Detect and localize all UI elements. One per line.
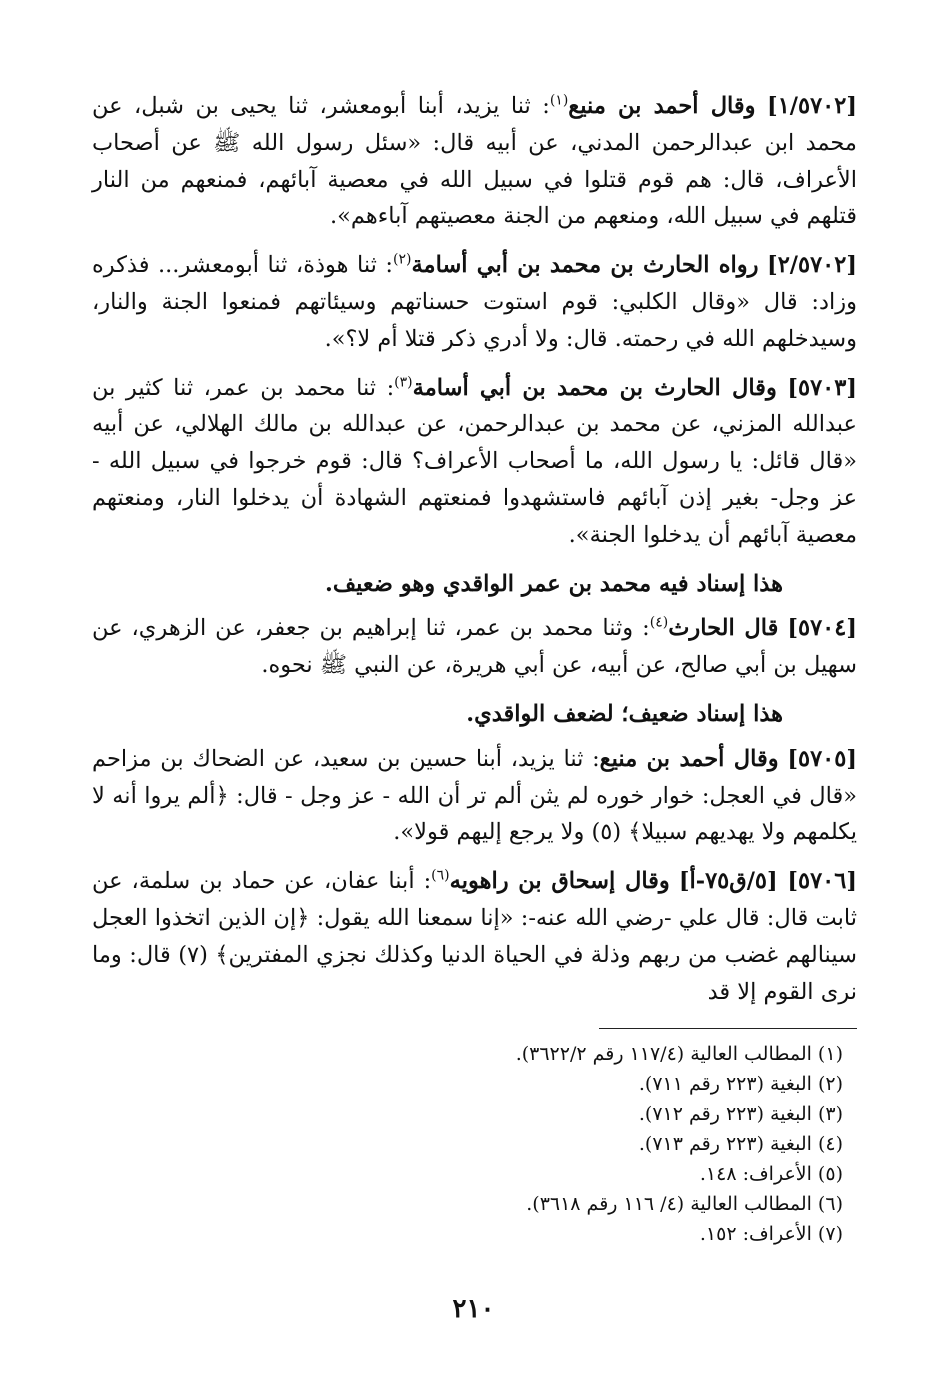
footnote-item: (٢) البغية (٢٢٣ رقم ٧١١). bbox=[638, 1073, 843, 1096]
hadith-text: : ثنا محمد بن عمر، ثنا كثير بن عبدالله المزني، عن محمد بن عبدالرحمن، عن عبدالله بن مالك الهلالي، عن أبيه «قال قائل: يا رسول الله، ما أصحاب الأعراف؟ قال: قوم خرجوا في سبيل الله - عز وجل- بغير إذن آبائهم فاستشهدوا فمنعتهم الشهادة أن يدخلوا النار، ومنعتهم معصية آبائهم أن يدخلوا الجنة». bbox=[92, 374, 857, 548]
hadith-entry bbox=[92, 741, 857, 851]
footnote-item: (٦) المطالب العالية (٤/ ١١٦ رقم ٣٦١٨). bbox=[526, 1193, 843, 1216]
narrator-heading: وقال إسحاق بن راهويه bbox=[449, 868, 670, 895]
hadith-number: [٥٧٠٥] bbox=[787, 745, 858, 772]
hadith-number: [٥٧٠٤] bbox=[787, 615, 857, 642]
narrator-heading: رواه الحارث بن محمد بن أبي أسامة bbox=[411, 252, 759, 279]
footnote-marker: (٦) bbox=[431, 867, 450, 884]
hadith-entry bbox=[92, 370, 857, 554]
footnote-item: (٤) البغية (٢٢٣ رقم ٧١٣). bbox=[638, 1133, 843, 1156]
footnote-item: (٧) الأعراف: ١٥٢. bbox=[699, 1223, 843, 1246]
footnote-item: (٣) البغية (٢٢٣ رقم ٧١٢). bbox=[638, 1103, 843, 1126]
hadith-entry bbox=[92, 610, 857, 684]
footnote-marker: (٣) bbox=[394, 374, 413, 391]
hadith-text: : وثنا محمد بن عمر، ثنا إبراهيم بن جعفر، عن الزهري، عن سهيل بن أبي صالح، عن أبيه، عن أبي هريرة، عن النبي ﷺ نحوه. bbox=[92, 615, 857, 679]
footnote-marker: (٤) bbox=[649, 614, 669, 631]
hadith-text: : ثنا يزيد، أبنا حسين بن سعيد، عن الضحاك بن مزاحم «قال في العجل: خوار خوره لم يثن ألم تر أن الله - عز وجل - قال: ﴿ألم يروا أنه لا يكلمهم ولا يهديهم سبيلا﴾ (٥) ولا يرجع إليهم قولا». bbox=[92, 745, 857, 846]
hadith-entry bbox=[92, 863, 857, 1010]
narrator-heading: وقال أحمد بن منيع bbox=[568, 93, 756, 119]
footnote-item: (٥) الأعراف: ١٤٨. bbox=[699, 1163, 843, 1186]
hadith-number: [٥٧٠٣] bbox=[787, 374, 858, 401]
narrator-heading: وقال الحارث بن محمد بن أبي أسامة bbox=[412, 374, 777, 401]
footnote-item: (١) المطالب العالية (١١٧/٤ رقم ٣٦٢٢/٢). bbox=[515, 1043, 843, 1066]
footnotes-list bbox=[92, 1039, 857, 1249]
page-number: ٢١٠ bbox=[452, 1294, 495, 1324]
footnote-marker: (٢) bbox=[393, 251, 412, 268]
hadith-number: [٢/٥٧٠٢] bbox=[767, 252, 857, 279]
hadith-number: [٥٧٠٦] [٥/ق٧٥-أ] bbox=[678, 868, 857, 895]
hadith-entry bbox=[92, 247, 857, 357]
footnote-separator bbox=[599, 1028, 857, 1029]
hadith-text: : أبنا عفان، عن حماد بن سلمة، عن ثابت قال: قال علي -رضي الله عنه-: «إنا سمعنا الله يقول: ﴿إن الذين اتخذوا العجل سينالهم غضب من ربهم وذلة في الحياة الدنيا وكذلك نجزي المفترين﴾ (٧) قال: وما نرى القوم إلا قد bbox=[92, 868, 857, 1005]
grading-note: هذا إسناد ضعيف؛ لضعف الواقدي. bbox=[466, 700, 783, 727]
narrator-heading: قال الحارث bbox=[668, 615, 779, 642]
hadith-number: [١/٥٧٠٢] bbox=[767, 93, 857, 119]
narrator-heading: وقال أحمد بن منيع bbox=[599, 745, 779, 772]
hadith-entry bbox=[92, 88, 857, 235]
footnote-marker: (١) bbox=[549, 92, 569, 109]
hadith-text: : ثنا هوذة، ثنا أبومعشر... فذكره وزاد: قال «وقال الكلبي: قوم استوت حسناتهم وسيئاتهم فمنعوا الجنة والنار، وسيدخلهم الله في رحمته. قال: ولا أدري ذكر قتلا أم لا؟». bbox=[92, 252, 857, 352]
main-text bbox=[92, 88, 857, 1010]
grading-note: هذا إسناد فيه محمد بن عمر الواقدي وهو ضعيف. bbox=[325, 570, 783, 597]
hadith-text: : ثنا يزيد، أبنا أبومعشر، ثنا يحيى بن شبل، عن محمد ابن عبدالرحمن المدني، عن أبيه قال: «سئل رسول الله ﷺ عن أصحاب الأعراف، قال: هم قوم قتلوا في سبيل الله في معصية آبائهم، فمنعهم من النار قتلهم في سبيل الله، ومنعهم من الجنة معصيتهم آباءهم». bbox=[92, 93, 857, 230]
